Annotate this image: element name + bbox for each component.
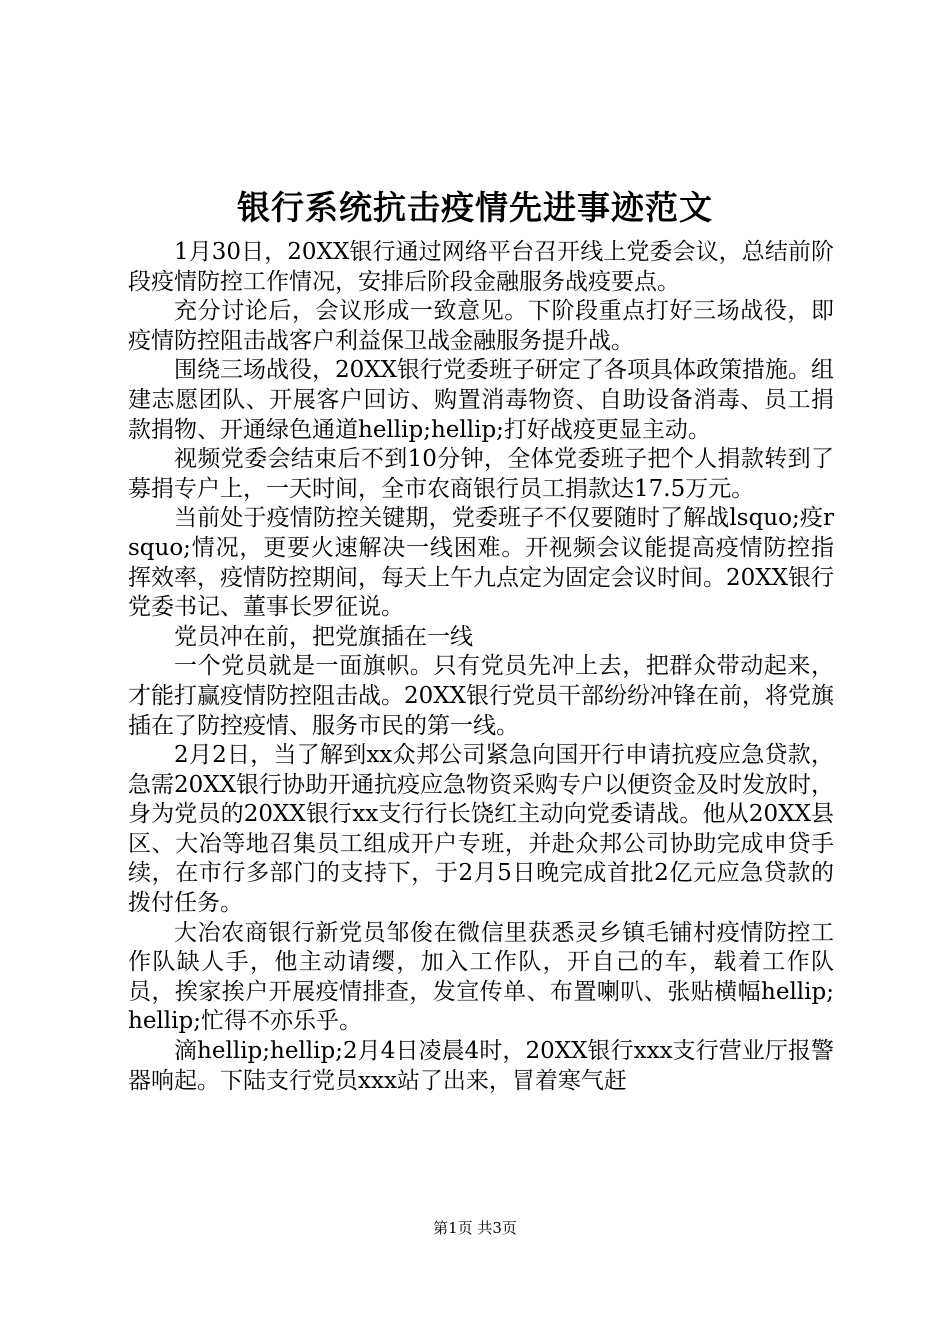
paragraph: 充分讨论后，会议形成一致意见。下阶段重点打好三场战役，即疫情防控阻击战客户利益保卫战金融服务提升战。 bbox=[128, 298, 834, 354]
paragraph: 1月30日，20XX银行通过网络平台召开线上党委会议，总结前阶段疫情防控工作情况，安排后阶段金融服务战疫要点。 bbox=[128, 239, 834, 295]
paragraph: 围绕三场战役，20XX银行党委班子研定了各项具体政策措施。组建志愿团队、开展客户回访、购置消毒物资、自助设备消毒、员工捐款捐物、开通绿色通道hellip;hellip;打好战疫更显主动。 bbox=[128, 357, 835, 443]
paragraph: 2月2日，当了解到xx众邦公司紧急向国开行申请抗疫应急贷款，急需20XX银行协助开通抗疫应急物资采购专户以便资金及时发放时，身为党员的20XX银行xx支行行长饶红主动向党委请战。他从20XX县区、大冶等地召集员工组成开户专班，并赴众邦公司协助完成申贷手续，在市行多部门的支持下，于2月5日晚完成首批2亿元应急贷款的拨付任务。 bbox=[128, 742, 835, 917]
document-title: 银行系统抗击疫情先进事迹范文 bbox=[237, 188, 713, 227]
section-heading: 党员冲在前，把党旗插在一线 bbox=[174, 623, 473, 650]
paragraph: 滴hellip;hellip;2月4日凌晨4时，20XX银行xxx支行营业厅报警器响起。下陆支行党员xxx站了出来，冒着寒气赶 bbox=[128, 1038, 834, 1094]
page-footer: 第1页 共3页 bbox=[433, 1219, 517, 1237]
paragraph: 视频党委会结束后不到10分钟，全体党委班子把个人捐款转到了募捐专户上，一天时间，全市农商银行员工捐款达17.5万元。 bbox=[128, 446, 834, 502]
paragraph: 当前处于疫情防控关键期，党委班子不仅要随时了解战lsquo;疫rsquo;情况，更要火速解决一线困难。开视频会议能提高疫情防控指挥效率，疫情防控期间，每天上午九点定为固定会议时间。20XX银行党委书记、董事长罗征说。 bbox=[128, 505, 835, 621]
paragraph: 一个党员就是一面旗帜。只有党员先冲上去，把群众带动起来，才能打赢疫情防控阻击战。20XX银行党员干部纷纷冲锋在前，将党旗插在了防控疫情、服务市民的第一线。 bbox=[128, 653, 835, 739]
paragraph: 大冶农商银行新党员邹俊在微信里获悉灵乡镇毛铺村疫情防控工作队缺人手，他主动请缨，加入工作队，开自己的车，载着工作队员，挨家挨户开展疫情排查，发宣传单、布置喇叭、张贴横幅hellip;hellip;忙得不亦乐乎。 bbox=[128, 919, 834, 1035]
document-body bbox=[128, 238, 834, 1096]
